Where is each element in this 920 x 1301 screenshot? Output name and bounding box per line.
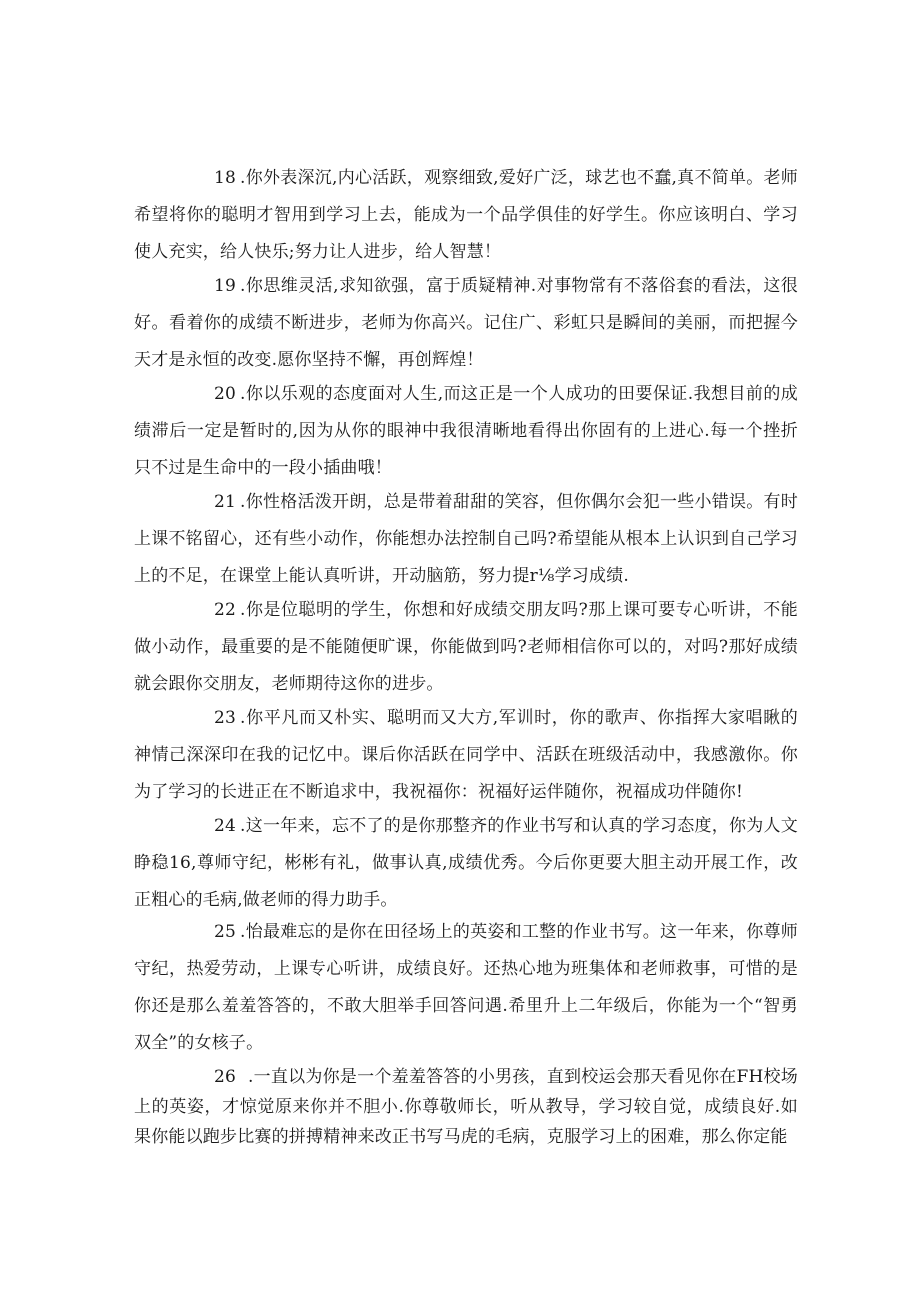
paragraph-number: 18 bbox=[214, 168, 237, 188]
paragraph-22 bbox=[134, 592, 798, 703]
paragraph-25 bbox=[134, 914, 798, 1062]
paragraph-text: .你以乐观的态度面对人生,而这正是一个人成功的田要保证.我想目前的成绩滞后一定是暂时的,因为从你的眼神中我很清晰地看得出你固有的上进心.每一个挫折只不过是生命中的一段小插曲哦！ bbox=[134, 384, 798, 478]
paragraph-24 bbox=[134, 808, 798, 919]
paragraph-text: .你外表深沉,内心活跃，观察细致,爱好广泛，球艺也不蠢,真不简单。老师希望将你的聪明才智用到学习上去，能成为一个品学俱佳的好学生。你应该明白、学习使人充实，给人快乐;努力让人进步，给人智慧！ bbox=[134, 168, 798, 262]
paragraph-number: 20 bbox=[214, 384, 237, 404]
paragraph-26 bbox=[134, 1062, 798, 1152]
paragraph-18 bbox=[134, 160, 798, 271]
paragraph-20 bbox=[134, 376, 798, 487]
paragraph-number: 22 bbox=[214, 600, 237, 620]
paragraph-number: 26 bbox=[214, 1067, 237, 1087]
paragraph-19 bbox=[134, 268, 798, 379]
paragraph-text: .你性格活泼开朗，总是带着甜甜的笑容，但你偶尔会犯一些小错误。有时上课不铭留心，还有些小动作，你能想办法控制自己吗?希望能从根本上认识到自己学习上的不足，在课堂上能认真听讲，开动脑筋，努力提r⅛学习成绩. bbox=[134, 492, 798, 586]
paragraph-text: .怡最难忘的是你在田径场上的英姿和工整的作业书写。这一年来，你尊师守纪，热爱劳动，上课专心听讲，成绩良好。还热心地为班集体和老师救事，可惜的是你还是那么羞羞答答的，不敢大胆举手回答问遇.希里升上二年级后，你能为一个“智勇双全”的女核子。 bbox=[134, 922, 798, 1053]
paragraph-text: .你思维灵活,求知欲强，富于质疑精神.对事物常有不落俗套的看法，这很好。看着你的成绩不断进步，老师为你高兴。记住广、彩虹只是瞬间的美丽，而把握今天才是永恒的改变.愿你坚持不懈，再创辉煌！ bbox=[134, 276, 798, 370]
paragraph-21 bbox=[134, 484, 798, 595]
paragraph-number: 23 bbox=[214, 708, 237, 728]
paragraph-23 bbox=[134, 700, 798, 811]
paragraph-number: 24 bbox=[214, 816, 237, 836]
paragraph-number: 19 bbox=[214, 276, 237, 296]
paragraph-text: .这一年来，忘不了的是你那整齐的作业书写和认真的学习态度，你为人文睁稳16,尊师守纪，彬彬有礼，做事认真,成绩优秀。今后你更要大胆主动开展工作，改正粗心的毛病,做老师的得力助手。 bbox=[134, 816, 798, 910]
paragraph-number: 21 bbox=[214, 492, 237, 512]
paragraph-text: .你平凡而又朴实、聪明而又大方,军训时，你的歌声、你指挥大家唱瞅的神情己深深印在我的记忆中。课后你活跃在同学中、活跃在班级活动中，我感激你。你为了学习的长进正在不断追求中，我祝福你：祝福好运伴随你，祝福成功伴随你! bbox=[134, 708, 798, 802]
paragraph-number: 25 bbox=[214, 922, 237, 942]
paragraph-text: .你是位聪明的学生，你想和好成绩交朋友吗?那上课可要专心听讲，不能做小动作，最重要的是不能随便旷课，你能做到吗?老师相信你可以的，对吗?那好成绩就会跟你交朋友，老师期待这你的进步。 bbox=[134, 600, 798, 694]
paragraph-text: .一直以为你是一个羞羞答答的小男孩，直到校运会那天看见你在FH校场上的英姿，才惊觉原来你并不胆小.你尊敬师长，听从教导，学习较自觉，成绩良好.如果你能以跑步比赛的拼搏精神来改正书写马虎的毛病，克服学习上的困难，那么你定能 bbox=[134, 1067, 798, 1147]
